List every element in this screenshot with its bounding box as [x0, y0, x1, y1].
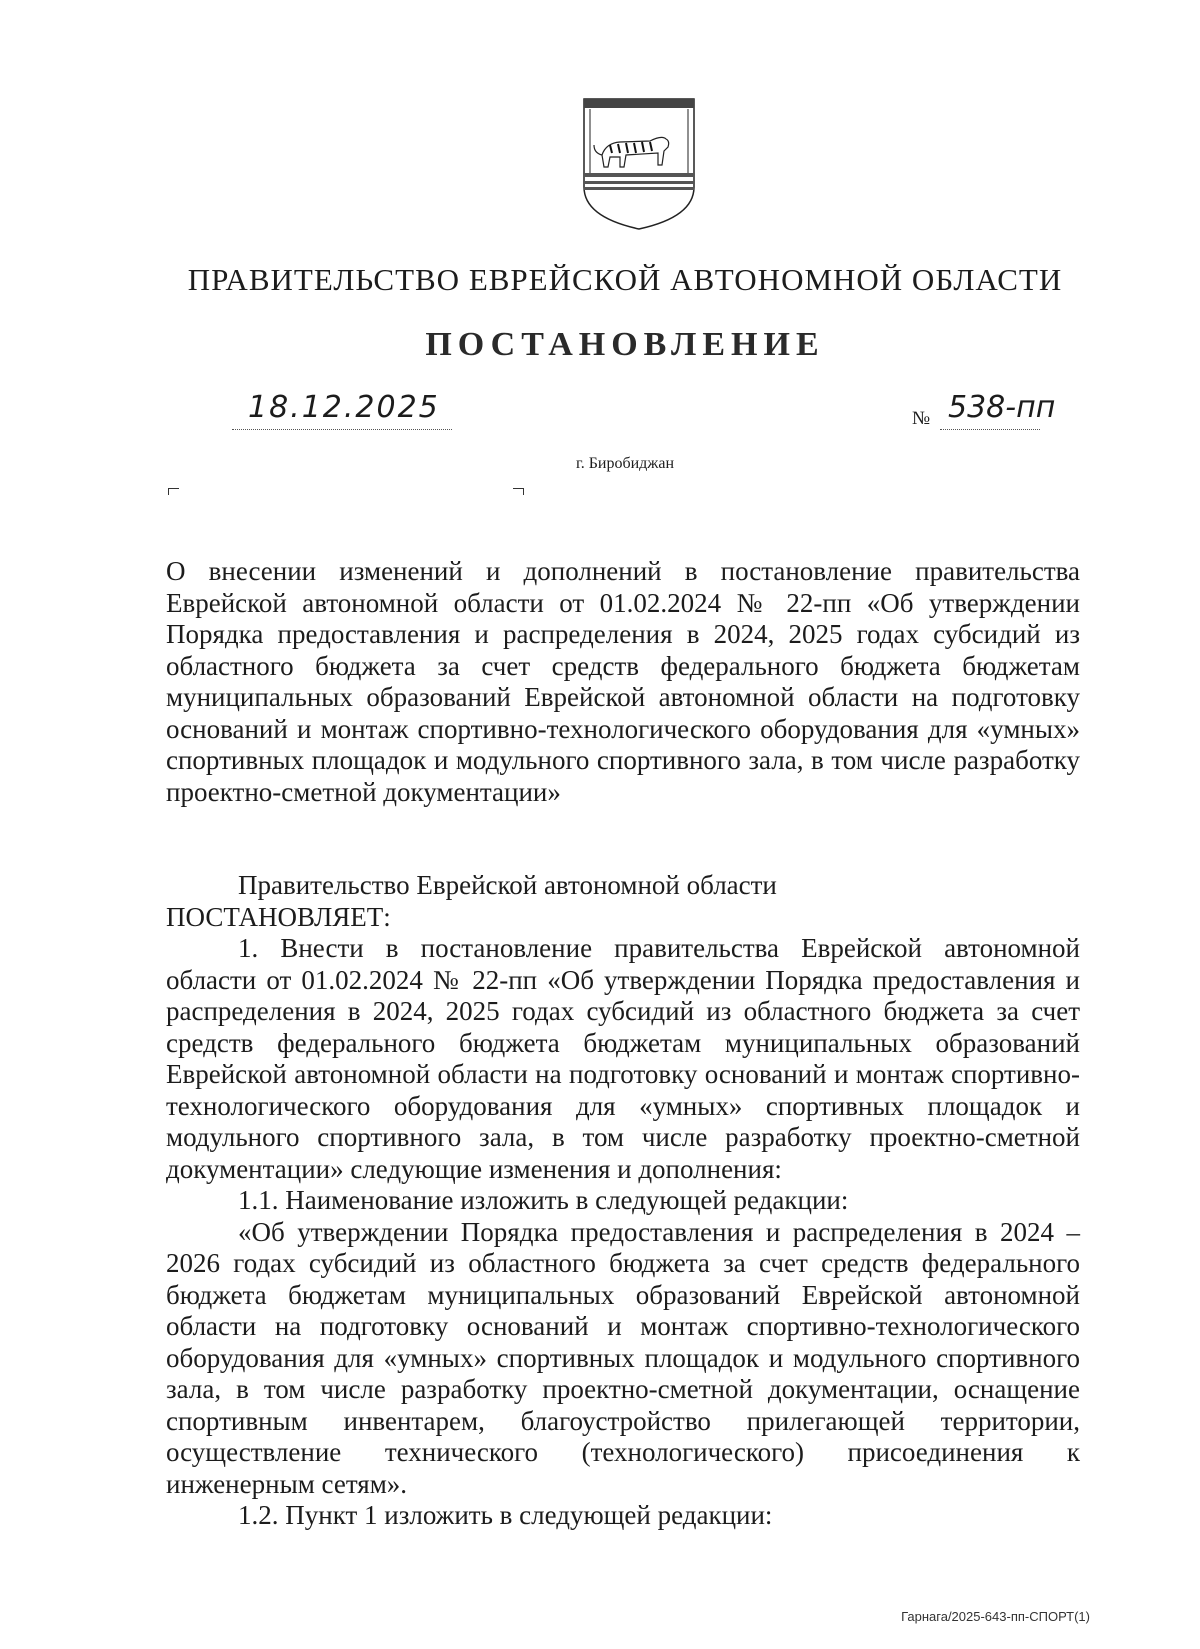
coat-of-arms-emblem: [580, 95, 698, 233]
document-type-heading: ПОСТАНОВЛЕНИЕ: [425, 326, 825, 363]
paragraph-1-1: 1.1. Наименование изложить в следующей редакции:: [238, 1185, 849, 1215]
footer-document-code: Гарнага/2025-643-пп-СПОРТ(1): [901, 1609, 1090, 1624]
city-name: г. Биробиджан: [575, 455, 675, 472]
subject-corner-left: [168, 488, 179, 495]
number-underline: [940, 429, 1040, 430]
resolves-word: ПОСТАНОВЛЯЕТ:: [166, 901, 391, 932]
subject-text: О внесении изменений и дополнений в постановление правительства Еврейской автономной области от 01.02.2024 № 22-пп «Об утверждении Порядка предоставления и распределения в 2024, 2025 годах субсидий из областного бюджета за счет средств федерального бюджета бюджетам муниципальных образований Еврейской автономной области на подготовку оснований и монтаж спортивно-технологического оборудования для «умных» спортивных площадок и модульного спортивного зала, в том числе разработку проектно-сметной документации»: [166, 556, 1080, 807]
paragraph-1-1-text: «Об утверждении Порядка предоставления и распределения в 2024 – 2026 годах субсидий из областного бюджета за счет средств федерального бюджета бюджетам муниципальных образований Еврейской автономной области на подготовку оснований и монтаж спортивно-технологического оборудования для «умных» спортивных площадок и модульного спортивного зала, в том числе разработку проектно-сметной документации, оснащение спортивным инвентарем, благоустройство прилегающей территории, осуществление технического (технологического) присоединения к инженерным сетям».: [166, 1216, 1080, 1499]
intro-line: Правительство Еврейской автономной области: [238, 870, 777, 900]
document-subject: [166, 556, 1080, 808]
paragraph-1-2: 1.2. Пункт 1 изложить в следующей редакции:: [238, 1500, 773, 1530]
paragraph-1: 1. Внести в постановление правительства Еврейской автономной области от 01.02.2024 № 22-пп «Об утверждении Порядка предоставления и распределения в 2024, 2025 годах субсидий из областного бюджета за счет средств федерального бюджета бюджетам муниципальных образований Еврейской автономной области на подготовку оснований и монтаж спортивно-технологического оборудования для «умных» спортивных площадок и модульного спортивного зала, в том числе разработку проектно-сметной документации» следующие изменения и дополнения:: [166, 933, 1080, 1184]
government-title: ПРАВИТЕЛЬСТВО ЕВРЕЙСКОЙ АВТОНОМНОЙ ОБЛАСТИ: [187, 262, 1063, 297]
date-underline: [232, 429, 452, 430]
document-body: [166, 870, 1080, 1532]
document-number: 538-пп: [948, 390, 1056, 425]
document-date: 18.12.2025: [248, 390, 440, 425]
subject-corner-right: [513, 488, 524, 495]
number-label: №: [912, 408, 931, 429]
